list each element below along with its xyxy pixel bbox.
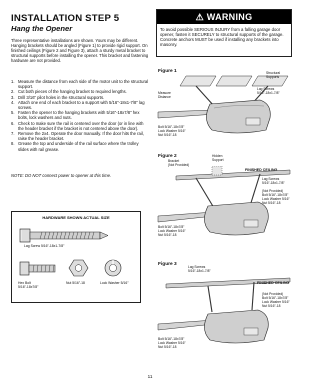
hardware-illustration (12, 212, 142, 304)
figure3-notprov-label: (Not Provided) Bolt 5/16"-18x7/8" Lock Washer 5/16" Nut 5/16"-18 (262, 292, 290, 308)
figure1-bolt-label: Bolt 5/16"-18x7/8" Lock Washer 5/16" Nut 5/16"-18 (158, 125, 186, 137)
warning-box (156, 9, 292, 57)
figure1-lag-label: Lag Screws 5/16"-18x1-7/8" (257, 87, 280, 95)
lag-screw-label: Lag Screw 5/16"-18x1-7/8" (24, 244, 65, 248)
figure1-measure-label: Measure Distance (158, 91, 171, 99)
hex-bolt-icon (20, 262, 55, 275)
list-item: 2. Cut both pieces of the hanging bracket to required lengths. (11, 89, 127, 95)
page-number: 11 (147, 374, 153, 379)
warning-text: To avoid possible SERIOUS INJURY from a falling garage door opener, fasten it SECURELY to structural supports of the garage. Concrete anchors MUST be used if installing any brackets into masonry. (160, 27, 284, 48)
warning-heading: WARNING (206, 12, 253, 22)
intro-paragraph: Three representative installations are shown. Yours may be different. Hanging brackets should be angled (Figure 1) to provide rigid support. On finished ceilings (Figure 2 and Figure 3), attach a sturdy metal bracket to structural supports before installing the opener. This bracket and fastening hardware are not provided. (11, 38, 149, 64)
figure2-lag-label: Lag Screws 5/16"-18x1-7/8" (262, 177, 285, 185)
steps-list (11, 79, 149, 152)
lock-washer-icon (105, 260, 121, 276)
hardware-box (11, 211, 141, 303)
warning-header (157, 10, 291, 24)
list-item: 8. Grease the top and underside of the rail surface where the trolley slides with rail grease. (11, 141, 139, 152)
list-item: 5. Fasten the opener to the hanging brackets with 5/16"-18x7/8" hex bolts, lock washers and nuts. (11, 110, 140, 121)
nut-label: Nut 5/16"-18 (66, 281, 85, 285)
nut-icon (69, 260, 88, 276)
figure2-bracket-label: Bracket (Not Provided) (168, 159, 190, 167)
figure3-ceiling-label: FINISHED CEILING (257, 281, 290, 285)
step-subtitle: Hang the Opener (11, 24, 73, 33)
hex-bolt-label: Hex Bolt 5/16"-18x7/8" (18, 281, 39, 289)
step-title: INSTALLATION STEP 5 (11, 13, 120, 24)
figure3-bolt-label: Bolt 5/16"-18x7/8" Lock Washer 5/16" Nut 5/16"-18 (158, 337, 186, 349)
figure2-ceiling-label: FINISHED CEILING (245, 168, 278, 172)
lag-screw-icon (20, 229, 108, 242)
figure2-bolt-label: Bolt 5/16"-18x7/8" Lock Washer 5/16" Nut 5/16"-18 (158, 225, 186, 237)
list-item: 1. Measure the distance from each side of the motor unit to the structural support. (11, 79, 149, 90)
lock-washer-label: Lock Washer 5/16" (100, 281, 129, 285)
list-item: 7. Remove the 2x4. Operate the door manually. If the door hits the rail, raise the header bracket. (11, 131, 144, 142)
figure2-notprov-label: (Not Provided) Bolt 5/16"-18x7/8" Lock Washer 5/16" Nut 5/16"-18 (262, 189, 290, 205)
figure1-structural-label: Structural Supports (266, 71, 281, 79)
figure1-label: Figure 1 (158, 69, 177, 74)
list-item: 6. Check to make sure the rail is centered over the door (or in line with the header bracket if the bracket is not centered above the door). (11, 120, 144, 131)
hardware-title: HARDWARE SHOWN ACTUAL SIZE (42, 215, 110, 220)
figure3-lag-label: Lag Screws 5/16"-18x1-7/8" (188, 265, 211, 273)
figure2-hidden-label: Hidden Support (212, 154, 224, 162)
warning-triangle-icon: ⚠ (195, 12, 204, 22)
list-item: 3. Drill 3/16" pilot holes in the structural supports. (11, 94, 105, 100)
figure2-label: Figure 2 (158, 154, 177, 159)
figure3-label: Figure 3 (158, 262, 177, 267)
note-text: NOTE: DO NOT connect power to opener at this time. (11, 173, 112, 178)
list-item: 4. Attach one end of each bracket to a support with 5/16"-18x1-7/8" lag screws. (11, 99, 145, 111)
